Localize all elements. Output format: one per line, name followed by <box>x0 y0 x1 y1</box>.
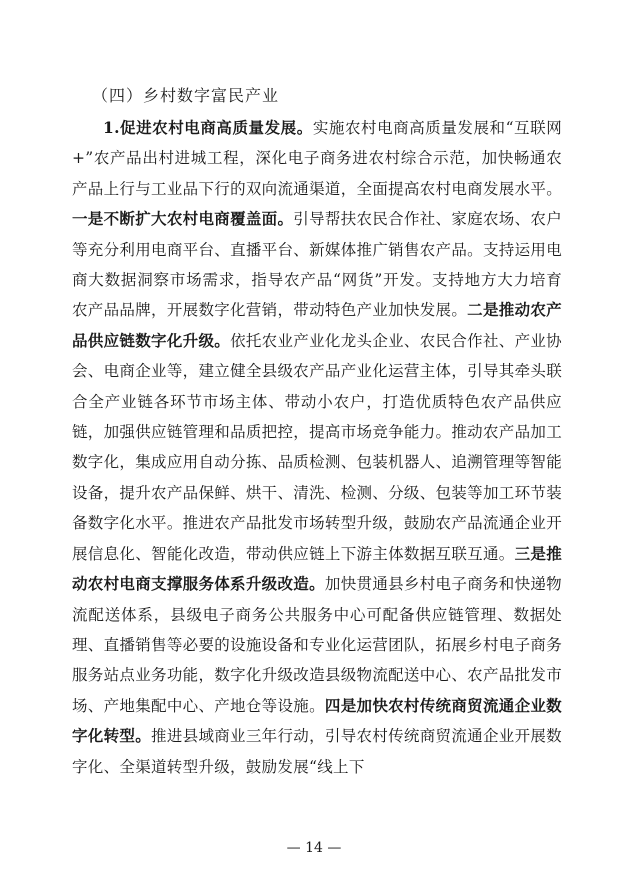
paragraph-text: 实施农村电商高质量发展和“互联网+”农产品出村进城工程，深化电子商务进农村综合示范，加快畅通农产品上行与工业品下行的双向流通渠道，全面提高农村电商发展水平。 <box>72 119 562 198</box>
section-heading: （四）乡村数字富民产业 <box>92 86 280 105</box>
bold-lead-phrase: 四是加快农村传统商贸流通企业数字化转型。 <box>72 695 562 746</box>
paragraph-text: 依托农业产业化龙头企业、农民合作社、产业协会、电商企业等，建立健全县级农产品产业化运营主体，引导其牵头联合全产业链各环节市场主体、带动小农户，打造优质特色农产品供应链，加强供应链管理和品质把控，提高市场竞争能力。推动农产品加工数字化，集成应用自动分拣、品质检测、包装机器人、追溯管理等智能设备，提升农产品保鲜、烘干、清洗、检测、分级、包装等加工环节装备数字化水平。推进农产品批发市场转型升级，鼓励农产品流通企业开展信息化、智能化改造，带动供应链上下游主体数据互联互通。 <box>72 331 562 563</box>
paragraph-text: 推进县域商业三年行动，引导农村传统商贸流通企业开展数字化、全渠道转型升级，鼓励发展“线上下 <box>72 727 562 776</box>
bold-lead-phrase: 1.促进农村电商高质量发展。 <box>103 118 313 137</box>
paragraph-text: 加快贯通县乡村电子商务和快递物流配送体系，县级电子商务公共服务中心可配备供应链管理、数据处理、直播销售等必要的设施设备和专业化运营团队，拓展乡村电子商务服务站点业务功能，数字化升级改造县级物流配送中心、农产品批发市场、产地集配中心、产地仓等设施。 <box>72 575 562 715</box>
paragraph-text: 引导帮扶农民合作社、家庭农场、农户等充分利用电商平台、直播平台、新媒体推广销售农产品。支持运用电商大数据洞察市场需求，指导农产品“网货”开发。支持地方大力培育农产品品牌，开展数字化营销，带动特色产业加快发展。 <box>72 210 562 320</box>
body-paragraph <box>72 113 562 782</box>
bold-lead-phrase: 二是推动农产品供应链数字化升级。 <box>72 300 562 350</box>
bold-lead-phrase: 三是推动农村电商支撑服务体系升级改造。 <box>72 543 562 594</box>
bold-lead-phrase: 一是不断扩大农村电商覆盖面。 <box>72 209 294 229</box>
page-number: — 14 — <box>286 840 342 856</box>
